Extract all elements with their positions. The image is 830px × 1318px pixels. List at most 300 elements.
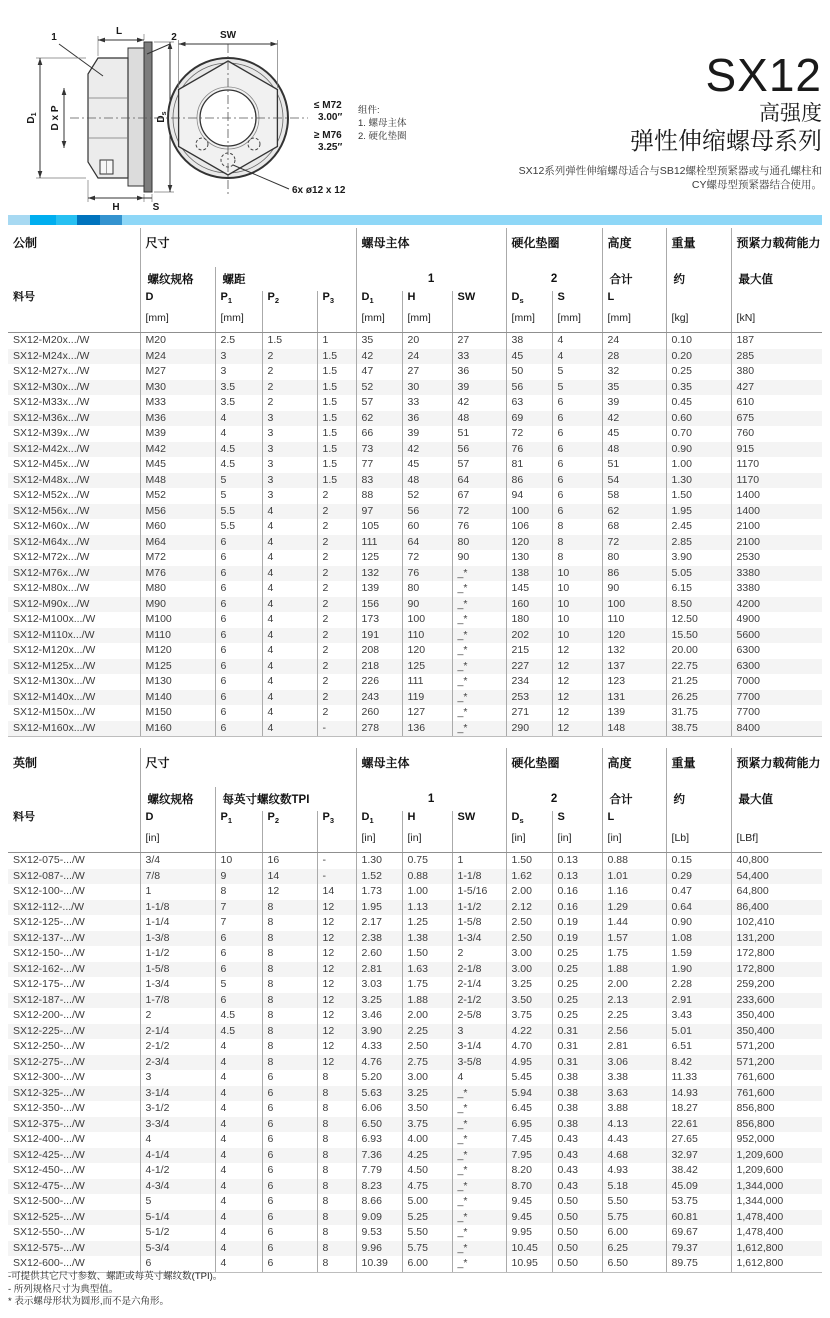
table-cell: 2 — [262, 364, 317, 380]
table-cell: 0.90 — [666, 915, 731, 931]
table-row — [8, 977, 822, 993]
table-cell: 100 — [402, 612, 452, 628]
table-cell: 8 — [317, 1101, 356, 1117]
table-row — [8, 884, 822, 900]
table-cell: SX12-M80x.../W — [13, 582, 90, 594]
table-cell: SX12-200-.../W — [13, 1009, 85, 1021]
table-cell: 915 — [731, 442, 822, 458]
table-cell: _* — [452, 1194, 506, 1210]
table-cell: 0.25 — [666, 364, 731, 380]
table-cell: 8 — [552, 519, 602, 535]
table-cell: SX12-187-.../W — [13, 993, 85, 1006]
table-cell: 6.50 — [602, 1256, 666, 1272]
table-cell: 1.73 — [356, 884, 402, 900]
table-cell: 1-3/4 — [452, 931, 506, 947]
table-cell: _* — [452, 612, 506, 628]
table-cell: 4 — [262, 504, 317, 520]
table-cell: 3 — [215, 364, 262, 380]
table-cell: SX12-M160x.../W — [8, 721, 140, 737]
table-cell: 6.25 — [602, 1241, 666, 1257]
table-cell: 187 — [731, 333, 822, 349]
table-cell: 5 — [140, 1194, 215, 1210]
table-cell: 35 — [602, 380, 666, 396]
table-cell: 2.81 — [602, 1039, 666, 1055]
table-cell: 1.5 — [317, 442, 356, 458]
table-cell: 139 — [356, 581, 402, 597]
table-cell: 8 — [317, 1256, 356, 1272]
table-cell: 1.00 — [402, 884, 452, 900]
table-cell: SX12-M27x.../W — [13, 365, 90, 377]
table-cell: SX12-500-.../W — [13, 1195, 85, 1207]
table-cell: 32 — [602, 364, 666, 380]
table-cell: SX12-M140x.../W — [13, 690, 96, 703]
table-cell: 36 — [402, 411, 452, 427]
table-cell: 7/8 — [140, 869, 215, 885]
table-cell: 86,400 — [731, 900, 822, 916]
col-part-number: 料号 — [8, 291, 140, 333]
table-cell: 4 — [215, 1210, 262, 1226]
table-cell: 58 — [602, 488, 666, 504]
table-cell: 8 — [262, 900, 317, 916]
table-cell: 22.75 — [666, 659, 731, 675]
sub-thread-spec: 螺纹规格 — [140, 787, 215, 811]
table-cell: 4.93 — [602, 1163, 666, 1179]
table-cell: 4 — [215, 426, 262, 442]
table-cell: 4.33 — [356, 1039, 402, 1055]
table-cell: 0.90 — [666, 442, 731, 458]
table-cell: 2 — [317, 597, 356, 613]
accent-segment — [56, 215, 77, 225]
table-cell: SX12-275-.../W — [13, 1055, 85, 1068]
table-cell: 1.30 — [356, 853, 402, 869]
table-row — [8, 550, 822, 566]
table-cell: 8.66 — [356, 1194, 402, 1210]
table-cell: 1.16 — [602, 884, 666, 900]
table-cell: 5.00 — [402, 1194, 452, 1210]
table-cell: 4.5 — [215, 1024, 262, 1040]
table-row — [8, 946, 822, 962]
table-cell: 38 — [506, 333, 552, 349]
table-cell: 1.13 — [402, 900, 452, 916]
table-cell: 3.5 — [215, 395, 262, 411]
table-cell: 0.50 — [552, 1225, 602, 1241]
table-cell: M30 — [140, 380, 215, 396]
components-note-1: 1. 螺母主体 — [358, 118, 407, 129]
table-row — [8, 993, 822, 1009]
table-cell: 1,612,800 — [731, 1256, 822, 1272]
table-cell: 12 — [317, 1024, 356, 1040]
table-cell: 32.97 — [666, 1148, 731, 1164]
table-cell: 2 — [317, 581, 356, 597]
table-cell: 8 — [317, 1179, 356, 1195]
table-cell: 3 — [262, 442, 317, 458]
table-cell: SX12-300-.../W — [13, 1071, 85, 1083]
table-cell: 5.50 — [402, 1225, 452, 1241]
imperial-table — [8, 748, 822, 1273]
sub-washer-number: 2 — [506, 787, 602, 811]
table-cell: SX12-100-.../W — [13, 885, 85, 897]
table-cell: 9.96 — [356, 1241, 402, 1257]
table-cell: 9.45 — [506, 1210, 552, 1226]
table-cell: 2.25 — [402, 1024, 452, 1040]
table-cell: 8 — [317, 1241, 356, 1257]
table-cell: _* — [452, 597, 506, 613]
table-cell: 7.45 — [506, 1132, 552, 1148]
table-row — [8, 1101, 822, 1117]
table-cell: 6 — [215, 612, 262, 628]
dim-label-Ds: $D_s$ — [156, 111, 168, 123]
table-cell: 6 — [215, 962, 262, 978]
table-cell: 0.16 — [552, 900, 602, 916]
table-cell: 0.25 — [552, 1008, 602, 1024]
table-cell: _* — [452, 1241, 506, 1257]
table-cell: 6 — [215, 931, 262, 947]
dim-label-D1: $D_1$ — [26, 112, 38, 124]
table-cell: 2.56 — [602, 1024, 666, 1040]
table-cell: 12 — [552, 659, 602, 675]
table-cell: SX12-M30x.../W — [13, 380, 90, 393]
col-kg: [kg] — [666, 291, 731, 333]
table-cell: 4.25 — [402, 1148, 452, 1164]
table-cell: 3.43 — [666, 1008, 731, 1024]
table-cell: 136 — [402, 721, 452, 737]
holes-label: 6x ø12 x 12 — [292, 185, 346, 196]
table-cell: 3 — [262, 411, 317, 427]
table-cell: 56 — [452, 442, 506, 458]
dim-label-L: L — [115, 26, 123, 37]
table-cell: 4.70 — [506, 1039, 552, 1055]
table-cell: SX12-087-.../W — [13, 869, 85, 882]
table-cell: 3.06 — [602, 1055, 666, 1071]
table-cell: 5.94 — [506, 1086, 552, 1102]
table-row — [8, 1148, 822, 1164]
table-cell: 4 — [215, 1101, 262, 1117]
accent-segment — [8, 215, 30, 225]
accent-segment — [122, 215, 822, 225]
footnote-line: * 表示螺母形状为圆形,而不是六角形。 — [8, 1296, 169, 1307]
col-SW: SW — [452, 811, 506, 853]
table-cell: 8 — [317, 1070, 356, 1086]
table-cell: 0.25 — [552, 977, 602, 993]
table-cell: SX12-550-.../W — [13, 1226, 85, 1238]
series-description-line1: SX12系列弹性伸缩螺母适合与SB12螺栓型预紧器或与通孔螺柱和 — [518, 165, 822, 177]
table-cell: 72 — [402, 550, 452, 566]
table-cell: SX12-600-.../W — [8, 1256, 140, 1272]
accent-bar — [8, 215, 822, 225]
table-cell: 120 — [602, 628, 666, 644]
table-cell: 56 — [506, 380, 552, 396]
sub-total: 合计 — [602, 787, 666, 811]
table-cell: SX12-225-.../W — [13, 1024, 85, 1037]
table-cell: 1.75 — [602, 946, 666, 962]
table-cell: 2.12 — [506, 900, 552, 916]
table-cell: 127 — [402, 705, 452, 721]
table-cell: 20.00 — [666, 643, 731, 659]
table-cell: _* — [452, 566, 506, 582]
table-cell: 4 — [262, 550, 317, 566]
table-cell: 1400 — [731, 488, 822, 504]
table-cell: 6 — [215, 597, 262, 613]
table-cell: SX12-M90x.../W — [13, 597, 90, 610]
metric-table-body — [8, 333, 822, 737]
table-cell: SX12-475-.../W — [13, 1179, 85, 1192]
table-cell: SX12-M24x.../W — [13, 349, 90, 362]
table-cell: 5 — [215, 473, 262, 489]
table-cell: 94 — [506, 488, 552, 504]
table-cell: 1.63 — [402, 962, 452, 978]
table-cell: 12 — [552, 721, 602, 737]
table-cell: 7.95 — [506, 1148, 552, 1164]
sub-nut-number: 1 — [356, 267, 506, 291]
table-cell: 2 — [262, 395, 317, 411]
table-cell: M42 — [140, 442, 215, 458]
table-cell: 8.42 — [666, 1055, 731, 1071]
table-cell: 12 — [317, 931, 356, 947]
table-cell: 106 — [506, 519, 552, 535]
table-row — [8, 519, 822, 535]
table-cell: M100 — [140, 612, 215, 628]
table-cell: 2 — [452, 946, 506, 962]
table-cell: M45 — [140, 457, 215, 473]
table-cell: 54 — [602, 473, 666, 489]
table-cell: 8 — [317, 1225, 356, 1241]
table-cell: 12 — [262, 884, 317, 900]
table-cell: 10 — [552, 597, 602, 613]
table-cell: 6.50 — [356, 1117, 402, 1133]
table-cell: 1.95 — [356, 900, 402, 916]
table-cell: 5 — [552, 380, 602, 396]
table-cell: 102,410 — [731, 915, 822, 931]
table-cell: 5.18 — [602, 1179, 666, 1195]
table-cell: 1.44 — [602, 915, 666, 931]
table-cell: 2 — [317, 566, 356, 582]
table-cell: 38.42 — [666, 1163, 731, 1179]
table-cell: 2.50 — [402, 1039, 452, 1055]
table-cell: 6 — [215, 566, 262, 582]
table-cell: 1.62 — [506, 869, 552, 885]
col-P2: $P_2$ — [262, 811, 317, 853]
table-cell: 14 — [317, 884, 356, 900]
table-row — [8, 364, 822, 380]
table-system-label: 英制 — [13, 756, 38, 770]
table-cell: 1.00 — [666, 457, 731, 473]
table-row — [8, 1008, 822, 1024]
table-cell: 3.38 — [602, 1070, 666, 1086]
table-cell: 5 — [215, 977, 262, 993]
table-cell: 105 — [356, 519, 402, 535]
table-cell: SX12-M76x.../W — [13, 566, 90, 579]
table-cell: 1.5 — [317, 457, 356, 473]
col-S: S [in] — [552, 811, 602, 853]
table-cell: 1.38 — [402, 931, 452, 947]
table-cell: 56 — [402, 504, 452, 520]
table-cell: 0.88 — [602, 853, 666, 869]
table-cell: 1170 — [731, 457, 822, 473]
table-row — [8, 869, 822, 885]
table-cell: 6 — [262, 1101, 317, 1117]
table-cell: M140 — [140, 690, 215, 706]
table-cell: 137 — [602, 659, 666, 675]
table-cell: 76 — [452, 519, 506, 535]
table-cell: 4 — [262, 597, 317, 613]
table-cell: 0.16 — [552, 884, 602, 900]
table-cell: 148 — [602, 721, 666, 737]
table-row — [8, 690, 822, 706]
table-cell: 80 — [602, 550, 666, 566]
table-row — [8, 1070, 822, 1086]
table-cell: - — [317, 853, 356, 869]
table-cell: 0.50 — [552, 1256, 602, 1272]
table-cell: 80 — [402, 581, 452, 597]
table-cell: 0.60 — [666, 411, 731, 427]
table-cell: 66 — [356, 426, 402, 442]
table-row — [8, 581, 822, 597]
table-cell: 1-1/2 — [452, 900, 506, 916]
col-L: L [mm] — [602, 291, 666, 333]
col-P1: $P_1$ — [215, 811, 262, 853]
table-cell: 4 — [215, 1194, 262, 1210]
table-cell: SX12-M60x.../W — [13, 520, 90, 532]
table-cell: 3380 — [731, 566, 822, 582]
table-cell: 2-1/8 — [452, 962, 506, 978]
table-cell: 4 — [262, 659, 317, 675]
series-description-line2: CY螺母型预紧器结合使用。 — [691, 179, 822, 191]
table-cell: _* — [452, 581, 506, 597]
table-cell: 6 — [215, 690, 262, 706]
table-cell: SX12-162-.../W — [13, 962, 85, 975]
table-cell: 3 — [452, 1024, 506, 1040]
table-cell: 3.25 — [402, 1086, 452, 1102]
table-cell: 5.20 — [356, 1070, 402, 1086]
table-cell: 1.75 — [402, 977, 452, 993]
table-cell: 4.50 — [402, 1163, 452, 1179]
table-row — [8, 915, 822, 931]
product-name: SX12 — [705, 49, 822, 101]
table-cell: 0.15 — [666, 853, 731, 869]
table-cell: 761,600 — [731, 1070, 822, 1086]
table-cell: 1-1/8 — [140, 900, 215, 916]
table-cell: 81 — [506, 457, 552, 473]
table-cell: 1 — [452, 853, 506, 869]
table-cell: 1.5 — [317, 364, 356, 380]
table-row — [8, 612, 822, 628]
table-cell: 1,478,400 — [731, 1225, 822, 1241]
table-cell: 12 — [317, 993, 356, 1009]
table-cell: 7.36 — [356, 1148, 402, 1164]
group-height: 高度 — [602, 748, 666, 787]
table-row — [8, 1194, 822, 1210]
table-cell: 53.75 — [666, 1194, 731, 1210]
table-cell: _* — [452, 1148, 506, 1164]
table-cell: 4 — [262, 628, 317, 644]
table-cell: SX12-075-.../W — [13, 854, 85, 866]
table-cell: 6 — [215, 659, 262, 675]
table-cell: 1.50 — [506, 853, 552, 869]
table-cell: 5.05 — [666, 566, 731, 582]
table-cell: 26.25 — [666, 690, 731, 706]
series-description — [519, 164, 822, 192]
table-cell: 172,800 — [731, 946, 822, 962]
table-cell: 2.85 — [666, 535, 731, 551]
table-cell: 3.75 — [506, 1008, 552, 1024]
table-cell: 2 — [317, 488, 356, 504]
table-cell: 28 — [602, 349, 666, 365]
table-cell: 12 — [552, 674, 602, 690]
table-cell: 4 — [215, 1070, 262, 1086]
table-cell: 1,209,600 — [731, 1148, 822, 1164]
table-cell: 31.75 — [666, 705, 731, 721]
table-cell: 380 — [731, 364, 822, 380]
table-cell: 8 — [317, 1210, 356, 1226]
table-cell: 6.15 — [666, 581, 731, 597]
table-cell: 8 — [317, 1148, 356, 1164]
table-cell: 227 — [506, 659, 552, 675]
table-cell: 12 — [317, 946, 356, 962]
table-cell: 5-1/4 — [140, 1210, 215, 1226]
table-cell: 3380 — [731, 581, 822, 597]
table-cell: 6 — [262, 1210, 317, 1226]
table-cell: 191 — [356, 628, 402, 644]
table-cell: M72 — [140, 550, 215, 566]
table-row — [8, 1241, 822, 1257]
table-row — [8, 333, 822, 349]
table-cell: 8400 — [731, 721, 822, 737]
table-cell: 54,400 — [731, 869, 822, 885]
table-cell: 2100 — [731, 535, 822, 551]
col-L: L [in] — [602, 811, 666, 853]
table-cell: 1 — [317, 333, 356, 349]
table-cell: 3/4 — [140, 853, 215, 869]
table-cell: 6.06 — [356, 1101, 402, 1117]
table-cell: SX12-150-.../W — [13, 947, 85, 959]
table-row — [8, 349, 822, 365]
table-cell: 3 — [215, 349, 262, 365]
table-cell: 285 — [731, 349, 822, 365]
table-cell: 3.00 — [506, 962, 552, 978]
table-cell: 2-1/2 — [452, 993, 506, 1009]
group-header-row — [8, 228, 822, 267]
table-cell: 12 — [552, 643, 602, 659]
table-cell: 10 — [552, 566, 602, 582]
col-Lb: [Lb] — [666, 811, 731, 853]
sub-approx: 约 — [666, 787, 731, 811]
accent-segment — [30, 215, 56, 225]
table-cell: SX12-M125x.../W — [13, 659, 96, 672]
table-cell: 5.50 — [602, 1194, 666, 1210]
table-cell: 6 — [552, 395, 602, 411]
table-cell: 4 — [262, 612, 317, 628]
accent-segment — [77, 215, 100, 225]
table-cell: 8 — [317, 1163, 356, 1179]
table-cell: 9 — [215, 869, 262, 885]
table-cell: 0.43 — [552, 1132, 602, 1148]
table-cell: 1,344,000 — [731, 1194, 822, 1210]
table-cell: 1-5/16 — [452, 884, 506, 900]
table-cell: 111 — [402, 674, 452, 690]
table-cell: 1-5/8 — [140, 962, 215, 978]
table-cell: 119 — [402, 690, 452, 706]
table-cell: 4-1/4 — [140, 1148, 215, 1164]
table-cell: 120 — [506, 535, 552, 551]
table-cell: 33 — [452, 349, 506, 365]
table-cell: 6.93 — [356, 1132, 402, 1148]
table-row — [8, 674, 822, 690]
table-cell: 64,800 — [731, 884, 822, 900]
table-row — [8, 395, 822, 411]
table-cell: 1-3/4 — [140, 977, 215, 993]
table-row — [8, 1256, 822, 1272]
table-cell: 131,200 — [731, 931, 822, 947]
